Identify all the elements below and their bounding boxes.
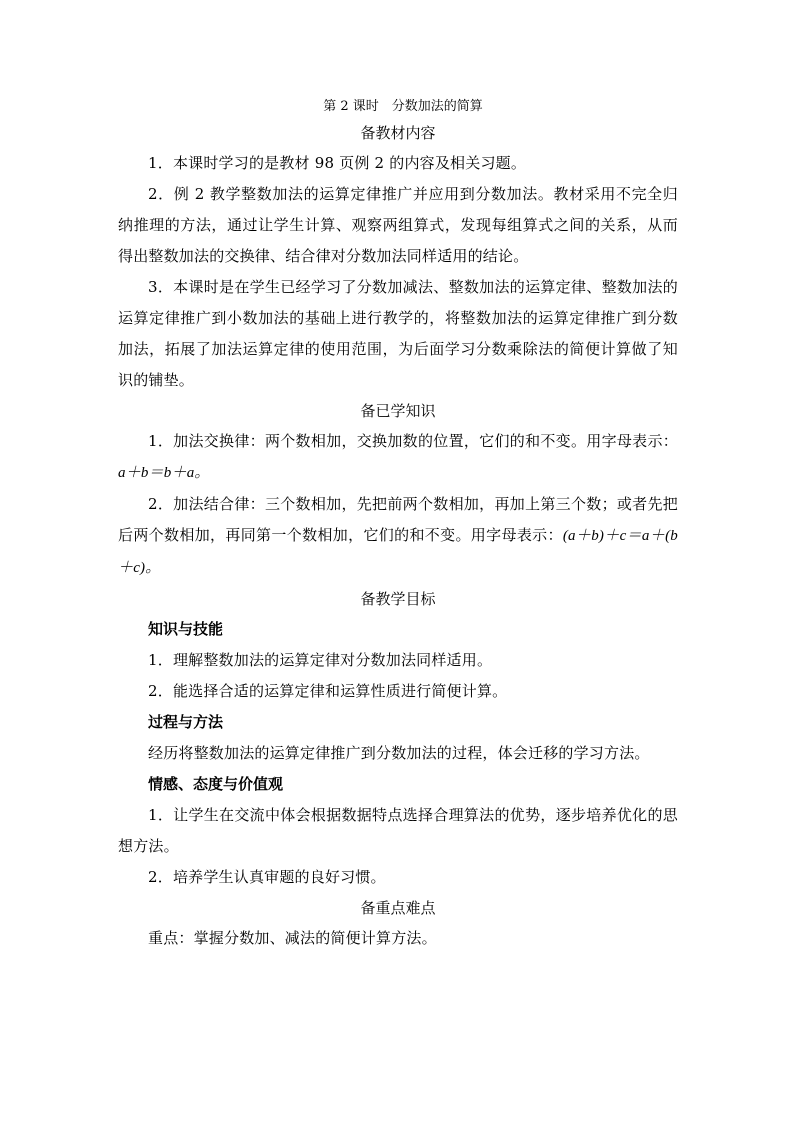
section-title-materials: 备教材内容 — [360, 124, 436, 142]
prior-item-2-text: 2．加法结合律：三个数相加，先把前两个数相加，再加上第三个数；或者先把后两个数相加，再同第一个数相加，它们的和不变。用字母表示： — [118, 495, 678, 544]
goals-emotion-item-1: 1．让学生在交流中体会根据数据特点选择合理算法的优势，逐步培养优化的思想方法。 — [118, 806, 678, 855]
goals-process-heading: 过程与方法 — [148, 713, 224, 731]
prior-item-1-formula: a＋b＝b＋a。 — [118, 465, 210, 481]
prior-item-1 — [118, 426, 678, 489]
section-title-goals: 备教学目标 — [360, 590, 436, 608]
prior-item-2-formula: (a＋b)＋c＝a＋(b＋c)。 — [118, 528, 678, 576]
prior-item-2 — [118, 489, 678, 584]
document-content — [118, 98, 678, 954]
lesson-title: 第 2 课时 分数加法的简算 — [323, 99, 483, 114]
materials-item-3: 3．本课时是在学生已经学习了分数加减法、整数加法的运算定律、整数加法的运算定律推广到小数加法的基础上进行教学的，将整数加法的运算定律推广到分数加法，拓展了加法运算定律的使用范围，为后面学习分数乘除法的简便计算做了知识的铺垫。 — [118, 278, 678, 389]
goals-emotion-item-2: 2．培养学生认真审题的良好习惯。 — [148, 868, 386, 886]
section-title-prior: 备已学知识 — [360, 402, 436, 420]
prior-item-1-text: 1．加法交换律：两个数相加，交换加数的位置，它们的和不变。用字母表示： — [148, 432, 678, 450]
section-title-keypoints: 备重点难点 — [360, 899, 436, 917]
keypoints-item-1: 重点：掌握分数加、减法的简便计算方法。 — [148, 929, 437, 947]
goals-knowledge-heading: 知识与技能 — [148, 620, 224, 638]
goals-knowledge-item-2: 2．能选择合适的运算定律和运算性质进行简便计算。 — [148, 682, 508, 700]
materials-item-2: 2．例 2 教学整数加法的运算定律推广并应用到分数加法。教材采用不完全归纳推理的方法，通过让学生计算、观察两组算式，发现每组算式之间的关系，从而得出整数加法的交换律、结合律对分数加法同样适用的结论。 — [118, 185, 678, 265]
goals-knowledge-item-1: 1．理解整数加法的运算定律对分数加法同样适用。 — [148, 651, 493, 669]
goals-emotion-heading: 情感、态度与价值观 — [148, 775, 284, 793]
materials-item-1: 1．本课时学习的是教材 98 页例 2 的内容及相关习题。 — [148, 154, 527, 172]
goals-process-item-1: 经历将整数加法的运算定律推广到分数加法的过程，体会迁移的学习方法。 — [148, 744, 650, 762]
